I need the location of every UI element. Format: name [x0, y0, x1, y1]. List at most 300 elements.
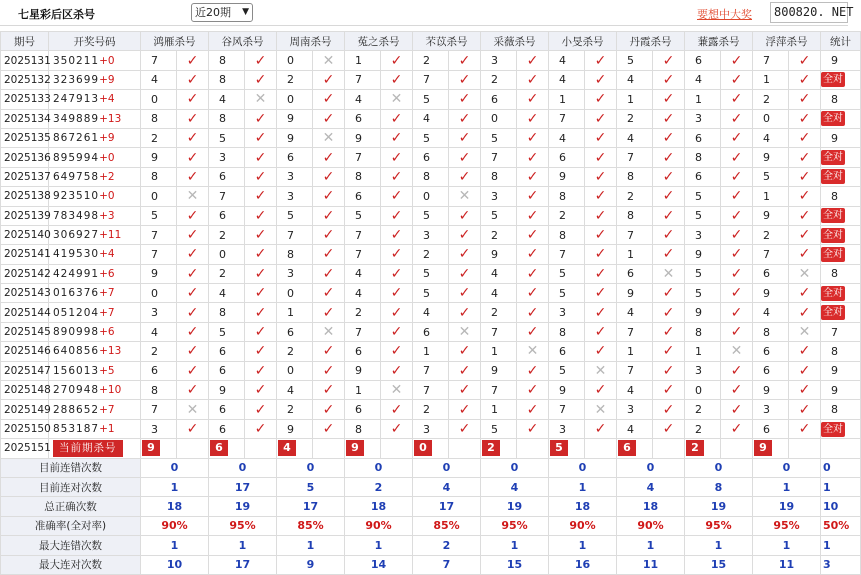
check-icon: ✓ [721, 128, 753, 147]
summary-label: 总正确次数 [1, 497, 141, 516]
summary-label: 最大连错次数 [1, 536, 141, 555]
table-row [1, 225, 861, 244]
summary-value: 0 [821, 458, 861, 477]
stat-cell [821, 361, 861, 380]
summary-value: 0 [549, 458, 617, 477]
all-correct-badge: 全对 [823, 152, 843, 164]
empty-cell [381, 439, 413, 458]
summary-value: 4 [481, 477, 549, 496]
check-icon: ✓ [653, 128, 685, 147]
kill-number: 7 [753, 51, 789, 70]
kill-number: 7 [549, 245, 585, 264]
draw-cell [49, 303, 141, 322]
current-kill-cell [685, 439, 721, 458]
kill-number: 5 [413, 206, 449, 225]
kill-number: 2 [209, 264, 245, 283]
check-icon: ✓ [517, 109, 549, 128]
check-icon: ✓ [789, 225, 821, 244]
kill-number: 7 [345, 245, 381, 264]
check-icon: ✓ [789, 70, 821, 89]
check-icon: ✓ [449, 109, 481, 128]
kill-number: 1 [481, 400, 517, 419]
kill-number: 7 [209, 187, 245, 206]
current-kill-cell [617, 439, 653, 458]
table-body [1, 51, 861, 575]
issue-cell: 2025146 [1, 342, 49, 361]
kill-number: 6 [141, 361, 177, 380]
kill-number: 0 [141, 187, 177, 206]
draw-cell [49, 361, 141, 380]
period-select[interactable] [191, 3, 253, 22]
check-icon: ✓ [721, 90, 753, 109]
check-icon: ✓ [245, 322, 277, 341]
table-row [1, 322, 861, 341]
check-icon: ✓ [449, 128, 481, 147]
check-icon: ✓ [449, 361, 481, 380]
kill-number: 5 [685, 264, 721, 283]
draw-cell [49, 148, 141, 167]
draw-cell [49, 322, 141, 341]
kill-number: 8 [209, 303, 245, 322]
table-row [1, 381, 861, 400]
check-icon: ✓ [313, 342, 345, 361]
kill-number: 1 [277, 303, 313, 322]
stat-cell [821, 51, 861, 70]
kill-number: 4 [685, 70, 721, 89]
draw-digits: 016376 [53, 287, 100, 300]
current-issue-row [1, 439, 861, 458]
summary-value: 2 [413, 536, 481, 555]
summary-value: 1 [617, 536, 685, 555]
kill-number: 6 [209, 361, 245, 380]
summary-value: 1 [821, 477, 861, 496]
issue-cell: 2025148 [1, 381, 49, 400]
kill-number: 0 [277, 51, 313, 70]
draw-cell [49, 419, 141, 438]
stat-cell [821, 128, 861, 147]
kill-number: 5 [617, 51, 653, 70]
kill-number: 1 [617, 90, 653, 109]
draw-sum: +9 [99, 132, 115, 145]
summary-value: 5 [277, 477, 345, 496]
check-icon: ✓ [381, 361, 413, 380]
col-expert: 鸿雁杀号 [141, 32, 209, 51]
issue-cell: 2025141 [1, 245, 49, 264]
kill-number: 1 [549, 90, 585, 109]
all-correct-badge: 全对 [823, 210, 843, 222]
table-row [1, 284, 861, 303]
check-icon: ✓ [585, 303, 617, 322]
stat-cell [821, 284, 861, 303]
kill-number: 8 [209, 109, 245, 128]
check-icon: ✓ [721, 167, 753, 186]
stat-cell [821, 264, 861, 283]
kill-number: 9 [277, 419, 313, 438]
stat-cell [821, 206, 861, 225]
stat-cell [821, 90, 861, 109]
cross-icon: ✕ [313, 128, 345, 147]
correct-count: 8 [831, 403, 838, 417]
summary-value: 1 [821, 536, 861, 555]
kill-number: 6 [549, 342, 585, 361]
check-icon: ✓ [585, 109, 617, 128]
check-icon: ✓ [585, 187, 617, 206]
kill-number: 3 [413, 419, 449, 438]
summary-label: 目前连错次数 [1, 458, 141, 477]
check-icon: ✓ [517, 400, 549, 419]
check-icon: ✓ [789, 419, 821, 438]
summary-row [1, 516, 861, 535]
promo-link[interactable]: 要想中大奖 [697, 8, 752, 21]
col-draw: 开奖号码 [49, 32, 141, 51]
empty-cell [177, 439, 209, 458]
draw-digits: 349889 [53, 112, 100, 125]
cross-icon: ✕ [313, 51, 345, 70]
check-icon: ✓ [721, 322, 753, 341]
kill-number: 7 [413, 361, 449, 380]
stat-cell [821, 400, 861, 419]
all-correct-badge: 全对 [823, 307, 843, 319]
empty-cell [585, 439, 617, 458]
kill-number-table [0, 31, 861, 575]
summary-value: 1 [685, 536, 753, 555]
check-icon: ✓ [313, 400, 345, 419]
check-icon: ✓ [245, 381, 277, 400]
check-icon: ✓ [653, 70, 685, 89]
kill-number: 2 [753, 225, 789, 244]
check-icon: ✓ [177, 419, 209, 438]
draw-digits: 867261 [53, 132, 100, 145]
col-expert: 蒹露杀号 [685, 32, 753, 51]
draw-digits: 783498 [53, 209, 100, 222]
kill-number: 4 [549, 128, 585, 147]
check-icon: ✓ [313, 284, 345, 303]
kill-number: 1 [753, 70, 789, 89]
check-icon: ✓ [721, 361, 753, 380]
summary-value: 1 [753, 477, 821, 496]
summary-value: 90% [617, 516, 685, 535]
check-icon: ✓ [313, 90, 345, 109]
kill-number: 2 [413, 400, 449, 419]
draw-cell [49, 109, 141, 128]
kill-number: 8 [617, 206, 653, 225]
check-icon: ✓ [177, 342, 209, 361]
col-expert: 周南杀号 [277, 32, 345, 51]
kill-number: 8 [345, 167, 381, 186]
kill-number: 7 [481, 148, 517, 167]
summary-value: 0 [277, 458, 345, 477]
kill-number: 2 [617, 187, 653, 206]
check-icon: ✓ [177, 51, 209, 70]
check-icon: ✓ [245, 206, 277, 225]
current-kill-cell [413, 439, 449, 458]
check-icon: ✓ [177, 109, 209, 128]
issue-cell: 2025145 [1, 322, 49, 341]
check-icon: ✓ [245, 128, 277, 147]
all-correct-badge: 全对 [823, 423, 843, 435]
check-icon: ✓ [177, 361, 209, 380]
kill-number: 5 [685, 284, 721, 303]
check-icon: ✓ [449, 400, 481, 419]
kill-number: 6 [685, 128, 721, 147]
check-icon: ✓ [517, 167, 549, 186]
kill-number: 5 [277, 206, 313, 225]
check-icon: ✓ [517, 381, 549, 400]
kill-number: 4 [345, 284, 381, 303]
draw-sum: +10 [99, 384, 122, 397]
check-icon: ✓ [789, 361, 821, 380]
summary-label: 目前连对次数 [1, 477, 141, 496]
check-icon: ✓ [653, 245, 685, 264]
summary-value: 90% [549, 516, 617, 535]
kill-number: 7 [413, 381, 449, 400]
check-icon: ✓ [585, 225, 617, 244]
stat-cell [821, 303, 861, 322]
summary-value: 17 [209, 555, 277, 574]
cross-icon: ✕ [721, 342, 753, 361]
check-icon: ✓ [177, 167, 209, 186]
kill-number: 6 [277, 322, 313, 341]
kill-number: 0 [685, 381, 721, 400]
check-icon: ✓ [313, 361, 345, 380]
summary-value: 0 [617, 458, 685, 477]
check-icon: ✓ [653, 419, 685, 438]
check-icon: ✓ [721, 51, 753, 70]
draw-digits: 247913 [53, 93, 100, 106]
kill-number: 6 [277, 148, 313, 167]
kill-number: 4 [481, 264, 517, 283]
correct-count: 8 [831, 189, 838, 203]
kill-number: 3 [277, 264, 313, 283]
cross-icon: ✕ [313, 322, 345, 341]
kill-number: 6 [753, 361, 789, 380]
check-icon: ✓ [449, 245, 481, 264]
kill-number: 3 [481, 187, 517, 206]
kill-number: 4 [209, 90, 245, 109]
draw-sum: +0 [99, 54, 115, 67]
kill-number: 0 [277, 90, 313, 109]
draw-sum: +2 [99, 170, 115, 183]
check-icon: ✓ [381, 70, 413, 89]
correct-count: 9 [831, 364, 838, 378]
draw-cell [49, 381, 141, 400]
table-row [1, 245, 861, 264]
kill-number: 7 [617, 225, 653, 244]
kill-number: 8 [685, 148, 721, 167]
check-icon: ✓ [245, 225, 277, 244]
kill-number: 8 [141, 109, 177, 128]
check-icon: ✓ [245, 187, 277, 206]
chevron-down-icon: ▼ [242, 7, 249, 17]
current-kill-cell [345, 439, 381, 458]
cross-icon: ✕ [653, 264, 685, 283]
kill-number: 5 [753, 167, 789, 186]
draw-cell [49, 167, 141, 186]
empty-cell [821, 439, 861, 458]
check-icon: ✓ [585, 342, 617, 361]
empty-cell [517, 439, 549, 458]
summary-value: 18 [549, 497, 617, 516]
kill-number: 2 [481, 225, 517, 244]
kill-number: 5 [481, 206, 517, 225]
draw-sum: +6 [99, 267, 115, 280]
current-kill-label: 当前期杀号 [53, 440, 123, 457]
check-icon: ✓ [381, 109, 413, 128]
draw-cell [49, 187, 141, 206]
table-row [1, 109, 861, 128]
draw-digits: 640856 [53, 345, 100, 358]
kill-number: 6 [481, 90, 517, 109]
draw-cell [49, 225, 141, 244]
col-expert: 小旻杀号 [549, 32, 617, 51]
correct-count: 7 [831, 325, 838, 339]
kill-number: 5 [549, 264, 585, 283]
check-icon: ✓ [585, 284, 617, 303]
kill-number: 2 [209, 225, 245, 244]
check-icon: ✓ [585, 322, 617, 341]
kill-number: 7 [141, 225, 177, 244]
check-icon: ✓ [789, 342, 821, 361]
kill-number: 4 [549, 70, 585, 89]
check-icon: ✓ [245, 342, 277, 361]
issue-cell: 2025150 [1, 419, 49, 438]
col-expert: 芣苡杀号 [413, 32, 481, 51]
kill-number: 7 [345, 70, 381, 89]
issue-cell: 2025131 [1, 51, 49, 70]
kill-number: 6 [753, 342, 789, 361]
check-icon: ✓ [653, 322, 685, 341]
cross-icon: ✕ [789, 322, 821, 341]
summary-value: 1 [277, 536, 345, 555]
col-expert: 谷风杀号 [209, 32, 277, 51]
check-icon: ✓ [789, 245, 821, 264]
check-icon: ✓ [789, 167, 821, 186]
check-icon: ✓ [177, 225, 209, 244]
check-icon: ✓ [585, 245, 617, 264]
kill-number: 3 [277, 187, 313, 206]
table-row [1, 361, 861, 380]
check-icon: ✓ [789, 187, 821, 206]
check-icon: ✓ [789, 206, 821, 225]
cross-icon: ✕ [449, 187, 481, 206]
summary-value: 4 [413, 477, 481, 496]
stat-cell [821, 225, 861, 244]
check-icon: ✓ [177, 322, 209, 341]
issue-cell: 2025134 [1, 109, 49, 128]
kill-number: 3 [685, 109, 721, 128]
draw-digits: 270948 [53, 384, 100, 397]
kill-number: 2 [413, 245, 449, 264]
draw-digits: 051204 [53, 306, 100, 319]
kill-number: 8 [277, 245, 313, 264]
current-kill-cell [549, 439, 585, 458]
kill-number: 9 [753, 381, 789, 400]
check-icon: ✓ [449, 303, 481, 322]
draw-sum: +7 [99, 403, 115, 416]
kill-number: 0 [209, 245, 245, 264]
kill-number: 3 [413, 225, 449, 244]
check-icon: ✓ [449, 284, 481, 303]
kill-number: 3 [549, 419, 585, 438]
check-icon: ✓ [653, 400, 685, 419]
cross-icon: ✕ [585, 400, 617, 419]
draw-sum: +7 [99, 306, 115, 319]
check-icon: ✓ [177, 128, 209, 147]
check-icon: ✓ [789, 400, 821, 419]
summary-value: 7 [413, 555, 481, 574]
kill-number: 0 [141, 90, 177, 109]
stat-cell [821, 322, 861, 341]
kill-number: 7 [141, 51, 177, 70]
current-kill-number: 6 [210, 440, 228, 456]
check-icon: ✓ [585, 264, 617, 283]
check-icon: ✓ [585, 51, 617, 70]
summary-value: 19 [209, 497, 277, 516]
correct-count: 9 [831, 383, 838, 397]
draw-sum: +6 [99, 326, 115, 339]
check-icon: ✓ [449, 381, 481, 400]
check-icon: ✓ [313, 206, 345, 225]
check-icon: ✓ [449, 90, 481, 109]
draw-digits: 419530 [53, 248, 100, 261]
check-icon: ✓ [177, 90, 209, 109]
summary-value: 85% [413, 516, 481, 535]
draw-sum: +13 [99, 345, 122, 358]
kill-number: 9 [753, 284, 789, 303]
check-icon: ✓ [449, 148, 481, 167]
issue-cell: 2025149 [1, 400, 49, 419]
summary-value: 0 [685, 458, 753, 477]
summary-value: 1 [753, 536, 821, 555]
check-icon: ✓ [653, 187, 685, 206]
check-icon: ✓ [653, 51, 685, 70]
kill-number: 8 [141, 381, 177, 400]
draw-cell [49, 70, 141, 89]
kill-number: 8 [345, 419, 381, 438]
correct-count: 8 [831, 344, 838, 358]
current-kill-number: 2 [686, 440, 704, 456]
summary-value: 50% [821, 516, 861, 535]
summary-value: 90% [141, 516, 209, 535]
draw-digits: 424991 [53, 267, 100, 280]
draw-sum: +4 [99, 248, 115, 261]
check-icon: ✓ [653, 206, 685, 225]
summary-value: 3 [821, 555, 861, 574]
table-row [1, 342, 861, 361]
correct-count: 9 [831, 54, 838, 68]
draw-sum: +9 [99, 73, 115, 86]
table-row [1, 187, 861, 206]
check-icon: ✓ [721, 206, 753, 225]
check-icon: ✓ [789, 128, 821, 147]
check-icon: ✓ [313, 167, 345, 186]
summary-value: 95% [753, 516, 821, 535]
check-icon: ✓ [381, 128, 413, 147]
summary-value: 0 [481, 458, 549, 477]
summary-value: 0 [753, 458, 821, 477]
correct-count: 8 [831, 267, 838, 281]
summary-value: 17 [209, 477, 277, 496]
current-kill-cell [753, 439, 789, 458]
draw-digits: 649758 [53, 170, 100, 183]
kill-number: 4 [617, 419, 653, 438]
correct-count: 9 [831, 131, 838, 145]
summary-value: 95% [209, 516, 277, 535]
kill-number: 9 [141, 148, 177, 167]
summary-value: 1 [549, 536, 617, 555]
check-icon: ✓ [653, 303, 685, 322]
summary-value: 95% [685, 516, 753, 535]
